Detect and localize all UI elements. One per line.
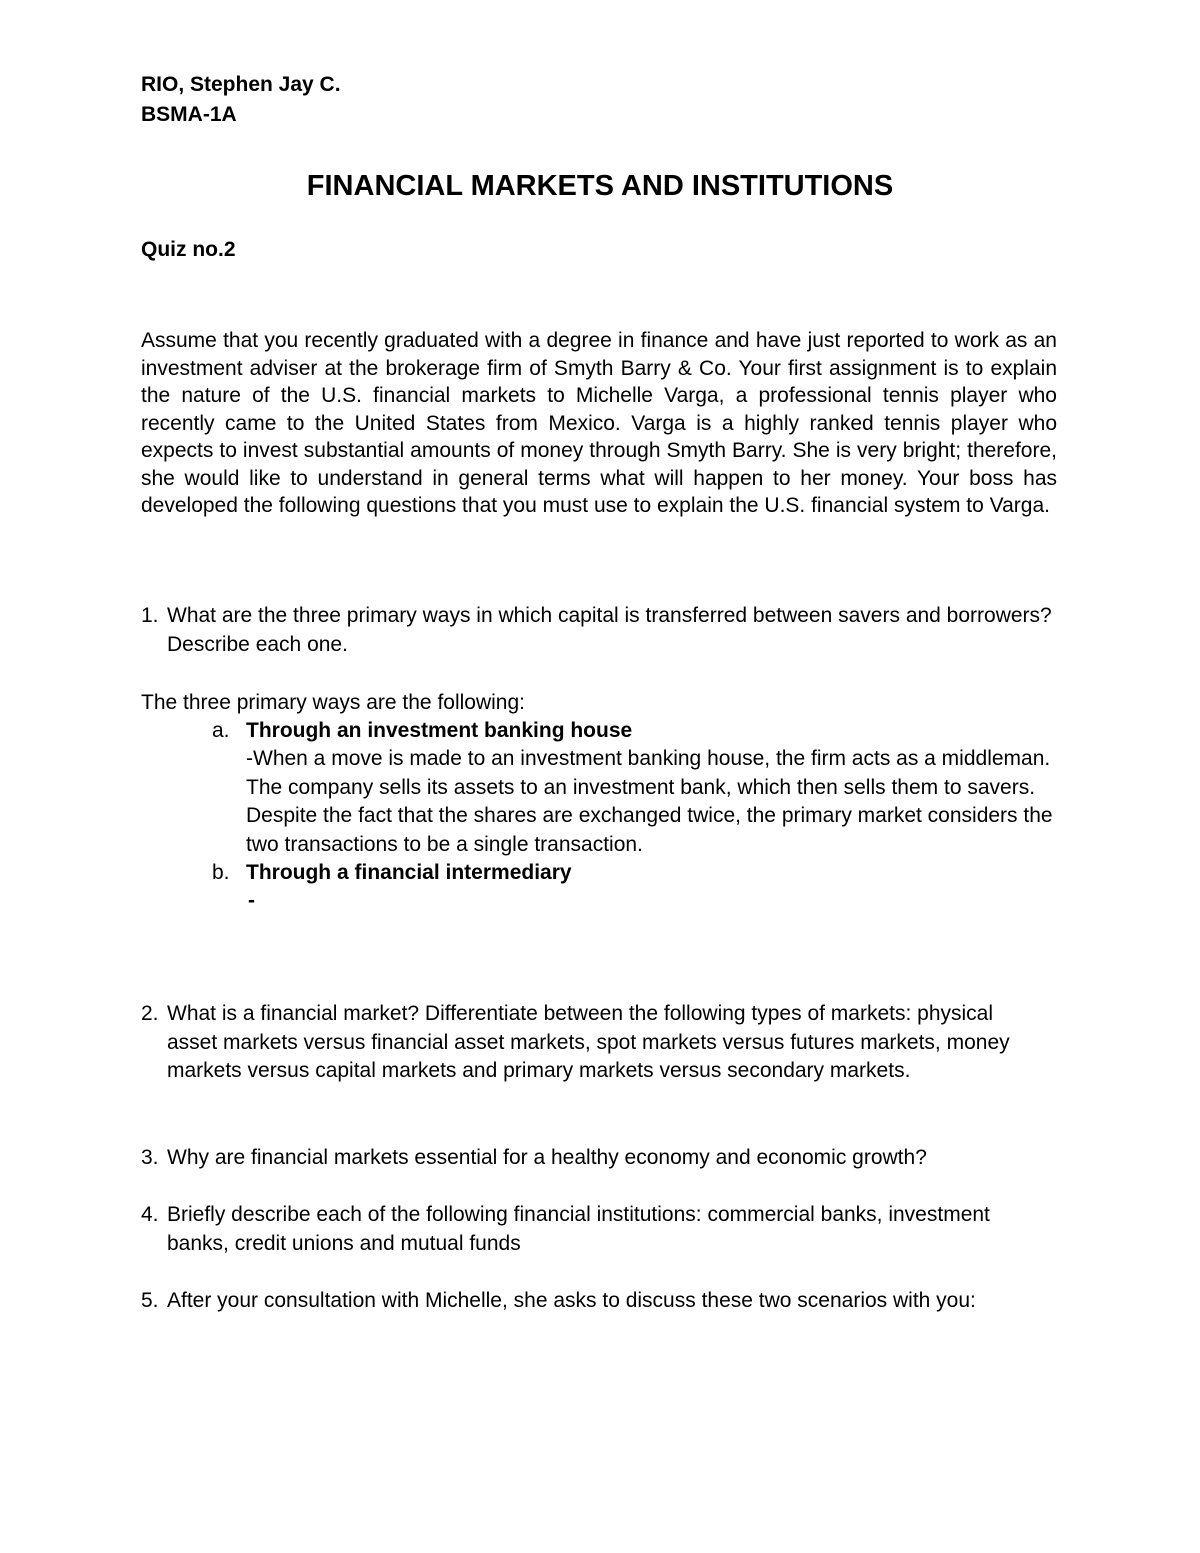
quiz-label: Quiz no.2 [141, 238, 236, 261]
answer-item-body: -When a move is made to an investment banking house, the firm acts as a middleman. The company sells its assets to an investment bank, which then sells them to savers. Despite the fact that the shares are exchanged twice, the primary market considers the two transactions to be a single transaction. [246, 747, 1053, 856]
answer-item-label: b. [212, 861, 230, 884]
document-title: FINANCIAL MARKETS AND INSTITUTIONS [306, 170, 894, 202]
question-text: Briefly describe each of the following financial institutions: commercial banks, investment banks, credit unions and mutual funds [167, 1203, 990, 1255]
question-text: What is a financial market? Differentiate between the following types of markets: physical asset markets versus financial asset markets, spot markets versus futures markets, money markets versus capital markets and primary markets versus secondary markets. [167, 1002, 1010, 1083]
answer-item-heading: Through a financial intermediary [246, 861, 572, 884]
intro-paragraph: Assume that you recently graduated with a degree in finance and have just reported to work as an investment adviser at the brokerage firm of Smyth Barry & Co. Your first assignment is to explain the nature of the U.S. financial markets to Michelle Varga, a professional tennis player who recently came to the United States from Mexico. Varga is a highly ranked tennis player who expects to invest substantial amounts of money through Smyth Barry. She is very bright; therefore, she would like to understand in general terms what will happen to her money. Your boss has developed the following questions that you must use to explain the U.S. financial system to Varga. [141, 329, 1057, 517]
question-number: 3. [141, 1146, 159, 1169]
question-number: 2. [141, 1002, 159, 1025]
question-number: 1. [141, 604, 159, 627]
question-text: Why are financial markets essential for a healthy economy and economic growth? [167, 1146, 927, 1169]
question-number: 5. [141, 1289, 159, 1312]
question-text: What are the three primary ways in which capital is transferred between savers and borrowers? Describe each one. [167, 604, 1052, 656]
student-name: RIO, Stephen Jay C. [141, 73, 341, 96]
answer-intro: The three primary ways are the following: [141, 691, 525, 714]
answer-item-body: - [248, 889, 255, 912]
answer-item-label: a. [212, 719, 230, 742]
student-section: BSMA-1A [141, 103, 237, 126]
question-number: 4. [141, 1203, 159, 1226]
answer-item-heading: Through an investment banking house [246, 719, 633, 742]
question-text: After your consultation with Michelle, she asks to discuss these two scenarios with you: [167, 1289, 976, 1312]
